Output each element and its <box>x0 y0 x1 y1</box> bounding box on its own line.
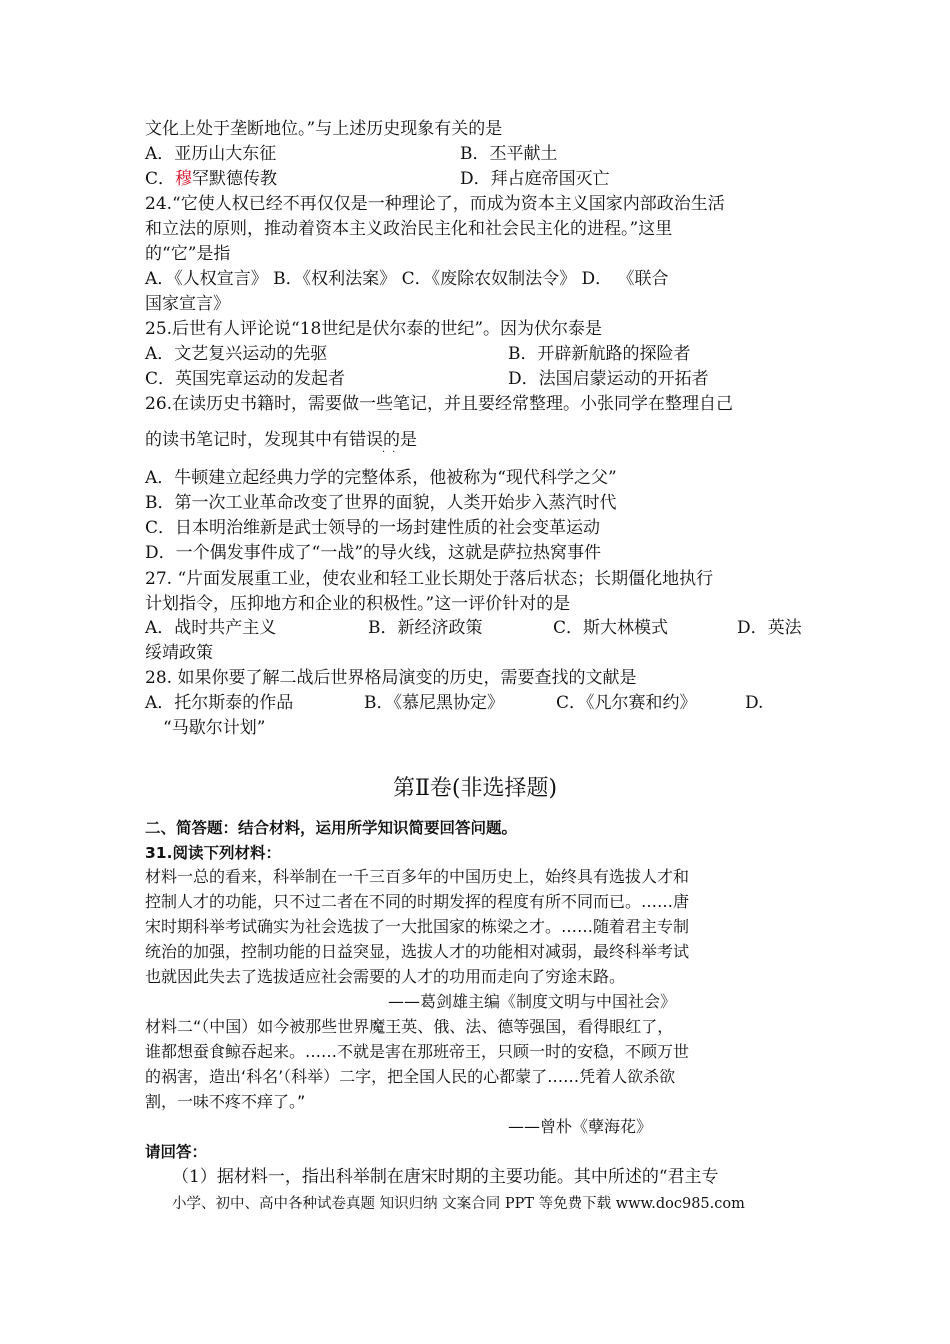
q28-option-d-cont: “马歇尔计划” <box>163 718 266 738</box>
q23-option-c-rest: 罕默德传教 <box>192 169 278 189</box>
material1-source: ——葛剑雄主编《制度文明与中国社会》 <box>388 992 677 1011</box>
q26-line-1: 26.在读历史书籍时，需要做一些笔记，并且要经常整理。小张同学在整理自己 <box>145 394 734 414</box>
q27-option-b: B．新经济政策 <box>368 618 483 638</box>
q27-option-d: D．英法 <box>737 618 802 638</box>
q27-option-c: C．斯大林模式 <box>553 618 669 638</box>
material1-line-5: 也就因此失去了选拔适应社会需要的人才的功用而走向了穷途末路。 <box>145 967 626 986</box>
section-heading: 二、简答题：结合材料，运用所学知识简要回答问题。 <box>145 819 518 837</box>
q27-line-2: 计划指令，压抑地方和企业的积极性。”这一评价针对的是 <box>145 594 571 614</box>
q23-option-c-prefix: C． <box>145 169 176 189</box>
q24-line-2: 和立法的原则，推动着资本主义政治民主化和社会民主化的进程。”这里 <box>145 219 673 239</box>
q24-options: A．《人权宣言》 B．《权利法案》 C．《废除农奴制法令》 D． 《联合 <box>145 269 669 289</box>
q26-emphasis-dots: ·· <box>382 447 403 458</box>
q28-option-b: B．《慕尼黑协定》 <box>364 693 504 713</box>
q28-option-c: C．《凡尔赛和约》 <box>556 693 697 713</box>
q26-option-d: D．一个偶发事件成了“一战”的导火线，这就是萨拉热窝事件 <box>145 543 602 563</box>
material2-line-1: 材料二“（中国）如今被那些世界魔王英、俄、法、德等强国，看得眼红了， <box>145 1017 674 1036</box>
material1-line-4: 统治的加强，控制功能的日益突显，选拔人才的功能相对减弱，最终科举考试 <box>145 942 690 961</box>
answer-label: 请回答： <box>145 1143 208 1161</box>
material2-line-2: 谁都想蚕食鲸吞起来。……不就是害在那班帝王，只顾一时的安稳，不顾万世 <box>145 1042 690 1061</box>
q24-options-cont: 国家宣言》 <box>145 294 230 314</box>
material2-line-3: 的祸害，造出‘科名’（科举）二字，把全国人民的心都蒙了……凭着人欲杀欲 <box>145 1067 676 1086</box>
q27-option-d-cont: 绥靖政策 <box>145 643 213 663</box>
q23-option-c-red-char: 穆 <box>175 169 193 189</box>
q31-label: 31.阅读下列材料： <box>145 844 281 862</box>
material1-line-3: 宋时期科举考试确实为社会选拔了一大批国家的栋梁之才。……随着君主专制 <box>145 917 690 936</box>
material1-line-1: 材料一总的看来，科举制在一千三百多年的中国历史上，始终具有选拔人才和 <box>145 867 690 886</box>
q26-option-b: B．第一次工业革命改变了世界的面貌，人类开始步入蒸汽时代 <box>145 493 617 513</box>
sub-question-1: （1）据材料一，指出科举制在唐宋时期的主要功能。其中所述的“君主专 <box>172 1167 719 1187</box>
q23-stem-tail: 文化上处于垄断地位。”与上述历史现象有关的是 <box>145 119 503 139</box>
q26-line-2: 的读书笔记时，发现其中有错误的是 <box>145 430 417 450</box>
q25-stem: 25.后世有人评论说“18世纪是伏尔泰的世纪”。因为伏尔泰是 <box>145 319 603 339</box>
material1-line-2: 控制人才的功能，只不过二者在不同的时期发挥的程度有所不同而已。……唐 <box>145 892 690 911</box>
q26-option-c: C．日本明治维新是武士领导的一场封建性质的社会变革运动 <box>145 518 601 538</box>
q26-option-a: A．牛顿建立起经典力学的完整体系，他被称为“现代科学之父” <box>145 468 617 488</box>
q23-option-d: D．拜占庭帝国灭亡 <box>460 169 610 189</box>
q25-option-b: B．开辟新航路的探险者 <box>508 344 691 364</box>
q24-line-1: 24.“它使人权已经不再仅仅是一种理论了，而成为资本主义国家内部政治生活 <box>145 194 725 214</box>
q23-option-a: A．亚历山大东征 <box>145 144 277 164</box>
q23-option-b: B．丕平献土 <box>460 144 558 164</box>
q23-option-c <box>145 167 277 191</box>
q25-option-d: D．法国启蒙运动的开拓者 <box>508 369 709 389</box>
q27-option-a: A．战时共产主义 <box>145 618 277 638</box>
q25-option-a: A．文艺复兴运动的先驱 <box>145 344 328 364</box>
q28-option-d: D. <box>745 693 764 713</box>
q28-stem: 28. 如果你要了解二战后世界格局演变的历史，需要查找的文献是 <box>145 668 637 688</box>
material2-line-4: 割，一味不疼不痒了。” <box>145 1092 306 1111</box>
q27-line-1: 27. “片面发展重工业，使农业和轻工业长期处于落后状态；长期僵化地执行 <box>145 569 714 589</box>
part2-title: 第Ⅱ卷(非选择题) <box>392 776 558 801</box>
footer-text: 小学、初中、高中各种试卷真题 知识归纳 文案合同 PPT 等免费下载 www.doc985.com <box>172 1196 745 1212</box>
q25-option-c: C．英国宪章运动的发起者 <box>145 369 346 389</box>
q28-option-a: A．托尔斯泰的作品 <box>145 693 294 713</box>
material2-source: ——曾朴《孽海花》 <box>508 1117 653 1136</box>
q24-line-3: 的“它”是指 <box>145 244 231 264</box>
